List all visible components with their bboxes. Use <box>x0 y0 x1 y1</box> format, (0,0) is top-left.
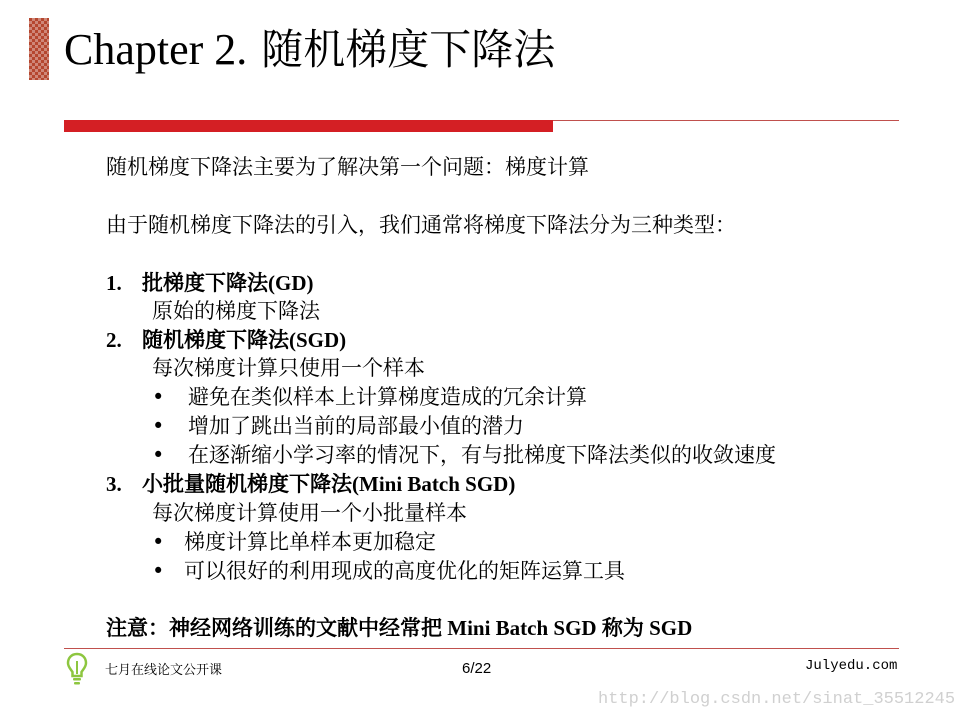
type-3-number: 3. <box>106 472 122 496</box>
type-2-description: 每次梯度计算只使用一个样本 <box>152 356 425 380</box>
type-2-name: 随机梯度下降法 <box>142 328 289 352</box>
type-3-description: 每次梯度计算使用一个小批量样本 <box>152 501 467 525</box>
note-line <box>106 614 692 642</box>
note-mid: 称为 <box>601 616 644 640</box>
note-term-sgd: SGD <box>643 616 693 640</box>
blog-watermark: http://blog.csdn.net/sinat_35512245 <box>598 690 956 709</box>
intro-line-1: 随机梯度下降法主要为了解决第一个问题：梯度计算 <box>106 155 589 179</box>
bullet-text: 增加了跳出当前的局部最小值的潜力 <box>188 414 524 438</box>
type-3-bullet-1 <box>152 528 436 556</box>
type-1-number: 1. <box>106 271 122 295</box>
type-3-name: 小批量随机梯度下降法 <box>142 472 352 496</box>
type-2-heading <box>106 326 346 354</box>
type-3-abbr: (Mini Batch SGD) <box>352 472 516 496</box>
type-2-bullet-2 <box>152 412 524 440</box>
title-chinese: 随机梯度下降法 <box>261 25 556 74</box>
title-accent-bar <box>64 120 553 132</box>
page-number: 6/22 <box>462 660 492 677</box>
note-term-mini-batch: Mini Batch SGD <box>442 616 602 640</box>
bullet-dot-icon: • <box>152 385 165 409</box>
bullet-dot-icon: • <box>152 414 165 438</box>
bullet-dot-icon: • <box>152 530 165 554</box>
bullet-dot-icon: • <box>152 443 165 467</box>
bullet-text: 梯度计算比单样本更加稳定 <box>184 530 436 554</box>
note-label: 注意：神经网络训练的文献中经常把 <box>106 616 442 640</box>
bullet-text: 避免在类似样本上计算梯度造成的冗余计算 <box>188 385 587 409</box>
title-decoration-block <box>29 18 49 80</box>
slide-title <box>64 20 555 80</box>
bullet-text: 可以很好的利用现成的高度优化的矩阵运算工具 <box>184 559 625 583</box>
type-2-bullet-1 <box>152 383 587 411</box>
bullet-text: 在逐渐缩小学习率的情况下，有与批梯度下降法类似的收敛速度 <box>188 443 776 467</box>
type-3-bullet-2 <box>152 557 625 585</box>
type-1-heading <box>106 269 314 297</box>
type-3-heading <box>106 470 515 498</box>
intro-line-2: 由于随机梯度下降法的引入，我们通常将梯度下降法分为三种类型： <box>106 213 736 237</box>
type-2-abbr: (SGD) <box>289 328 347 352</box>
course-name: 七月在线论文公开课 <box>105 663 223 678</box>
type-1-name: 批梯度下降法 <box>142 271 268 295</box>
footer-rule <box>64 648 899 649</box>
lightbulb-icon <box>66 652 88 686</box>
site-url: Julyedu.com <box>805 658 898 674</box>
type-1-abbr: (GD) <box>268 271 314 295</box>
type-2-number: 2. <box>106 328 122 352</box>
bullet-dot-icon: • <box>152 559 165 583</box>
type-1-description: 原始的梯度下降法 <box>152 299 320 323</box>
type-2-bullet-3 <box>152 441 776 469</box>
title-english: Chapter 2. <box>64 25 248 74</box>
